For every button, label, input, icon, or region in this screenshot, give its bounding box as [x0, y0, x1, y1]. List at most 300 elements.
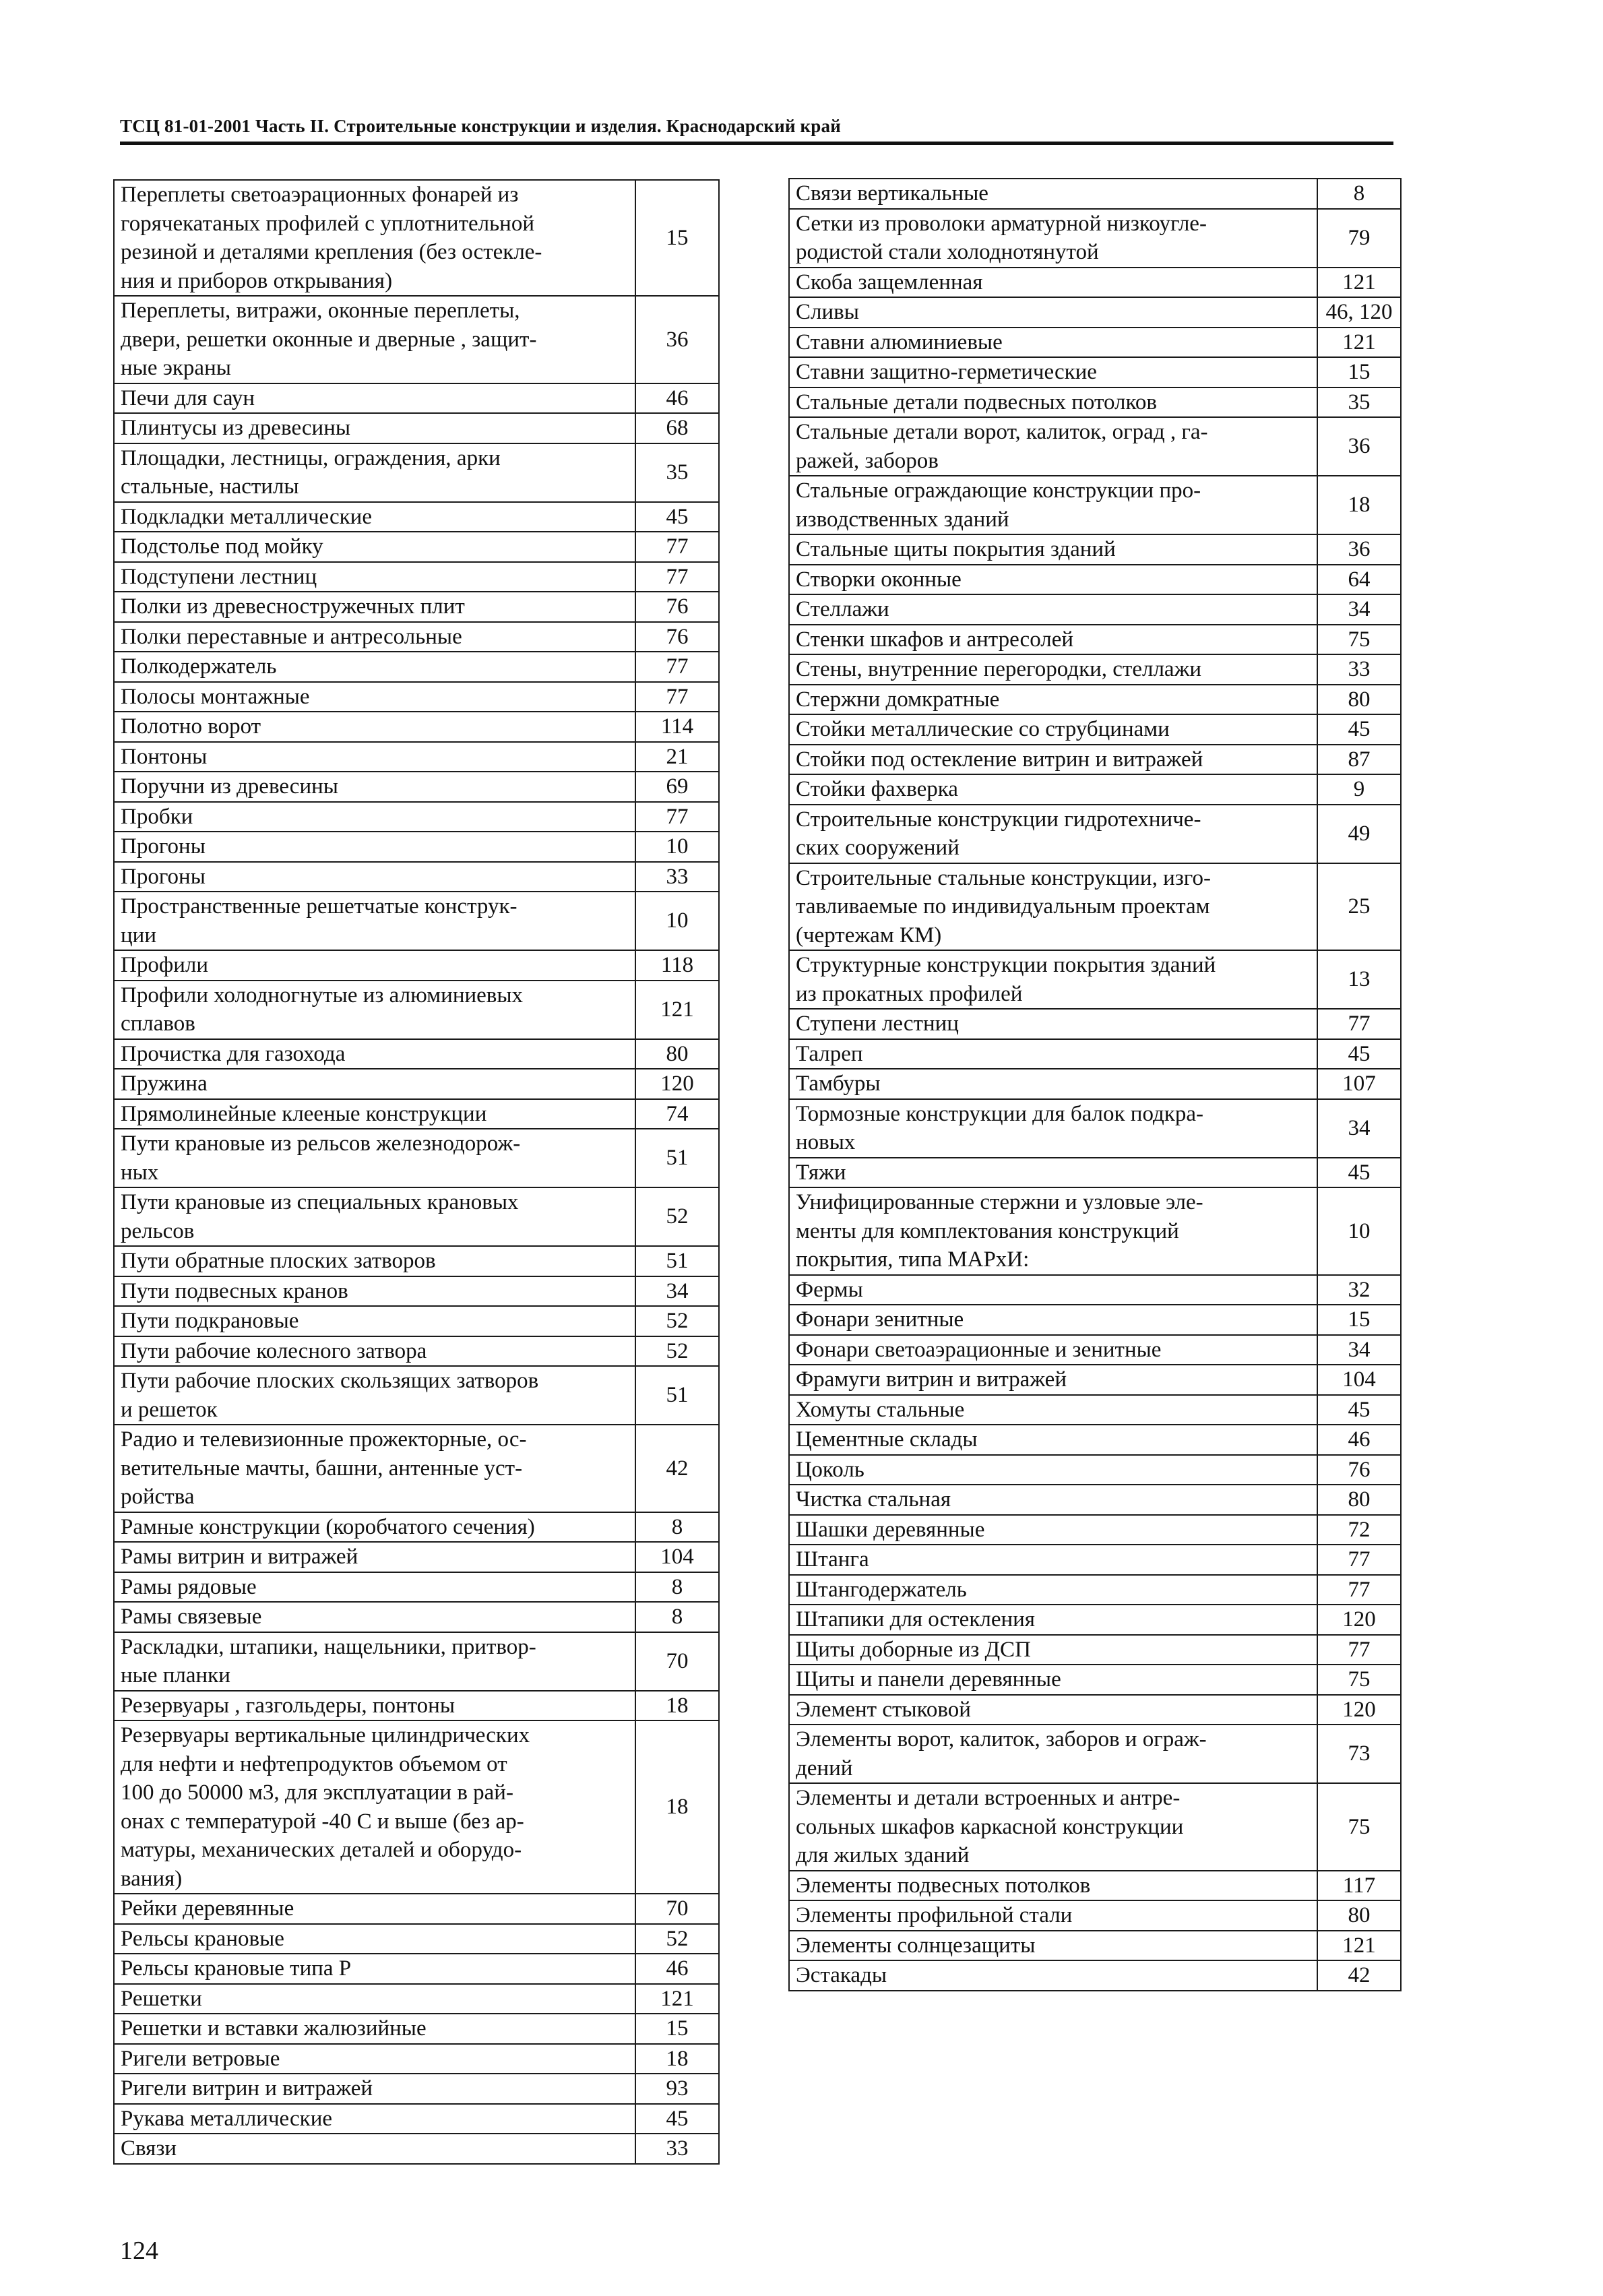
- index-term: [789, 1365, 1317, 1395]
- index-term-line: Прямолинейные клееные конструкции: [121, 1101, 487, 1126]
- index-page-ref: 77: [635, 802, 719, 832]
- index-row: [114, 413, 719, 443]
- index-term-line: Резервуары , газгольдеры, понтоны: [121, 1693, 455, 1718]
- index-row: [789, 805, 1401, 863]
- index-term: [114, 2074, 635, 2104]
- index-term-line: Стойки металлические со струбцинами: [796, 717, 1170, 741]
- index-term-line: Створки оконные: [796, 567, 962, 592]
- index-term: [789, 1695, 1317, 1725]
- index-term: [789, 1960, 1317, 1991]
- index-page-ref: 52: [635, 1336, 719, 1367]
- index-page-ref: 77: [1317, 1635, 1401, 1665]
- index-term: [789, 1725, 1317, 1783]
- index-term: [114, 180, 635, 296]
- index-page-ref: 52: [635, 1924, 719, 1954]
- index-row: [114, 981, 719, 1039]
- index-page-ref: 46, 120: [1317, 297, 1401, 328]
- index-table-right-body: [789, 179, 1401, 1991]
- index-term-line: ные планки: [121, 1663, 230, 1687]
- index-term-line: Полкодержатель: [121, 654, 277, 679]
- index-row: [789, 625, 1401, 655]
- index-term: [789, 1275, 1317, 1305]
- index-term: [114, 1129, 635, 1187]
- index-page-ref: 77: [635, 652, 719, 682]
- index-term: [789, 1455, 1317, 1485]
- index-term-line: Пути рабочие плоских скользящих затворов: [121, 1369, 539, 1393]
- index-term: [789, 1425, 1317, 1455]
- index-term-line: (чертежам КМ): [796, 923, 942, 948]
- index-term-line: Пути крановые из специальных крановых: [121, 1190, 519, 1214]
- index-page-ref: 118: [635, 950, 719, 981]
- index-term-line: Тормозные конструкции для балок подкра-: [796, 1101, 1203, 1126]
- index-page-ref: 76: [635, 592, 719, 622]
- index-row: [114, 832, 719, 862]
- index-term-line: Решетки и вставки жалюзийные: [121, 2016, 427, 2041]
- index-page-ref: 25: [1317, 863, 1401, 951]
- index-term: [789, 1575, 1317, 1605]
- index-table-right: [788, 178, 1402, 1991]
- index-term-line: Строительные конструкции гидротехниче-: [796, 807, 1201, 832]
- index-term: [789, 1335, 1317, 1365]
- index-term-line: онах с температурой -40 С и выше (без ар-: [121, 1809, 524, 1834]
- index-term-line: Цоколь: [796, 1457, 865, 1482]
- index-page-ref: 120: [1317, 1695, 1401, 1725]
- index-term-line: Элементы солнцезащиты: [796, 1933, 1036, 1958]
- index-page-ref: 15: [635, 2014, 719, 2044]
- index-row: [114, 1366, 719, 1425]
- index-term-line: Штангодержатель: [796, 1577, 967, 1602]
- index-term-line: Стеллажи: [796, 597, 889, 621]
- index-page-ref: 77: [635, 562, 719, 592]
- index-term: [114, 1425, 635, 1512]
- index-term: [789, 774, 1317, 805]
- index-page-ref: 104: [635, 1542, 719, 1572]
- index-term-line: Радио и телевизионные прожекторные, ос-: [121, 1427, 527, 1452]
- index-page-ref: 9: [1317, 774, 1401, 805]
- index-page-ref: 46: [635, 383, 719, 414]
- index-term: [114, 1954, 635, 1984]
- index-row: [789, 387, 1401, 418]
- index-row: [789, 714, 1401, 745]
- index-row: [114, 622, 719, 652]
- index-row: [789, 1900, 1401, 1931]
- index-term-line: Пути обратные плоских затворов: [121, 1249, 436, 1273]
- index-page-ref: 45: [1317, 714, 1401, 745]
- index-term: [114, 1069, 635, 1099]
- index-page-ref: 18: [635, 2044, 719, 2074]
- index-term: [789, 1158, 1317, 1188]
- index-term-line: Подстолье под мойку: [121, 534, 323, 559]
- index-page-ref: 36: [1317, 417, 1401, 476]
- index-term: [789, 328, 1317, 358]
- index-term-line: Плинтусы из древесины: [121, 416, 351, 440]
- index-page-ref: 120: [635, 1069, 719, 1099]
- index-page-ref: 36: [1317, 534, 1401, 565]
- index-row: [789, 1305, 1401, 1335]
- index-term: [789, 1783, 1317, 1871]
- index-page-ref: 8: [635, 1602, 719, 1632]
- index-term: [114, 1306, 635, 1336]
- index-term-line: Цементные склады: [796, 1427, 978, 1452]
- index-term: [789, 1515, 1317, 1545]
- index-page-ref: 75: [1317, 1665, 1401, 1695]
- index-row: [789, 1365, 1401, 1395]
- index-term: [114, 772, 635, 802]
- index-row: [789, 476, 1401, 534]
- index-term: [789, 745, 1317, 775]
- index-term: [789, 1039, 1317, 1069]
- index-term-line: Тамбуры: [796, 1072, 881, 1096]
- index-term: [114, 832, 635, 862]
- index-term: [789, 805, 1317, 863]
- index-row: [789, 1545, 1401, 1575]
- index-page-ref: 10: [635, 832, 719, 862]
- index-row: [789, 1099, 1401, 1158]
- index-row: [114, 1602, 719, 1632]
- index-page-ref: 87: [1317, 745, 1401, 775]
- index-term-line: Ставни защитно-герметические: [796, 360, 1097, 384]
- index-term-line: покрытия, типа МАРхИ:: [796, 1247, 1030, 1272]
- index-term-line: ных: [121, 1160, 159, 1185]
- index-term: [114, 1246, 635, 1276]
- index-term: [789, 1485, 1317, 1515]
- index-page-ref: 77: [635, 682, 719, 712]
- index-page-ref: 18: [635, 1691, 719, 1721]
- index-term-line: Резервуары вертикальные цилиндрических: [121, 1723, 530, 1747]
- index-page-ref: 93: [635, 2074, 719, 2104]
- index-row: [789, 1039, 1401, 1069]
- index-page-ref: 77: [1317, 1009, 1401, 1039]
- index-row: [789, 1575, 1401, 1605]
- index-term-line: Пути подвесных кранов: [121, 1278, 348, 1303]
- index-term-line: Фонари светоаэрационные и зенитные: [796, 1337, 1162, 1362]
- index-row: [789, 1485, 1401, 1515]
- index-term-line: из прокатных профилей: [796, 981, 1023, 1006]
- index-page-ref: 121: [1317, 268, 1401, 298]
- index-term: [114, 652, 635, 682]
- index-term-line: Рукава металлические: [121, 2106, 333, 2131]
- index-term-line: Переплеты светоаэрационных фонарей из: [121, 183, 519, 207]
- index-term-line: Связи: [121, 2136, 177, 2161]
- index-row: [789, 328, 1401, 358]
- index-row: [114, 862, 719, 892]
- index-term: [789, 1187, 1317, 1275]
- index-term-line: Поручни из древесины: [121, 774, 338, 799]
- index-term-line: Профили холодногнутые из алюминиевых: [121, 983, 524, 1007]
- index-row: [789, 594, 1401, 625]
- index-term-line: горячекатаных профилей с уплотнительной: [121, 211, 534, 236]
- index-term-line: новых: [796, 1130, 856, 1154]
- index-term: [789, 1931, 1317, 1961]
- page-number: 124: [120, 2237, 158, 2265]
- index-term-line: двери, решетки оконные и дверные , защит-: [121, 327, 537, 352]
- index-term: [789, 654, 1317, 685]
- index-term: [114, 1512, 635, 1543]
- index-page-ref: 45: [635, 502, 719, 532]
- index-page-ref: 42: [1317, 1960, 1401, 1991]
- index-row: [114, 1984, 719, 2014]
- index-term: [789, 1900, 1317, 1931]
- index-row: [789, 268, 1401, 298]
- index-term: [114, 802, 635, 832]
- index-page-ref: 104: [1317, 1365, 1401, 1395]
- index-row: [114, 562, 719, 592]
- index-term-line: Стенки шкафов и антресолей: [796, 627, 1074, 652]
- index-term-line: Ригели витрин и витражей: [121, 2076, 373, 2101]
- index-term-line: Штапики для остекления: [796, 1607, 1035, 1632]
- index-row: [789, 1695, 1401, 1725]
- index-term: [114, 981, 635, 1039]
- index-row: [114, 2104, 719, 2134]
- index-term: [789, 714, 1317, 745]
- index-term: [789, 1605, 1317, 1635]
- index-page-ref: 121: [635, 981, 719, 1039]
- index-term-line: Щиты доборные из ДСП: [796, 1637, 1031, 1662]
- index-page-ref: 34: [1317, 1335, 1401, 1365]
- index-row: [114, 1129, 719, 1187]
- index-page-ref: 33: [1317, 654, 1401, 685]
- index-page-ref: 33: [635, 862, 719, 892]
- index-term: [114, 383, 635, 414]
- index-table-left-body: [114, 180, 719, 2164]
- index-term-line: Рамы витрин и витражей: [121, 1545, 358, 1569]
- index-term-line: Фрамуги витрин и витражей: [796, 1367, 1067, 1392]
- index-page-ref: 80: [1317, 685, 1401, 715]
- index-term-line: Сетки из проволоки арматурной низкоугле-: [796, 211, 1207, 236]
- index-term: [114, 592, 635, 622]
- index-term-line: Прогоны: [121, 864, 206, 889]
- index-term: [789, 565, 1317, 595]
- index-term: [114, 562, 635, 592]
- index-page-ref: 73: [1317, 1725, 1401, 1783]
- index-term-line: Ставни алюминиевые: [796, 330, 1003, 354]
- index-term-line: матуры, механических деталей и оборудо-: [121, 1838, 522, 1862]
- index-term-line: Элементы подвесных потолков: [796, 1873, 1091, 1898]
- index-term: [789, 950, 1317, 1009]
- index-term-line: Пути подкрановые: [121, 1309, 299, 1333]
- index-page-ref: 45: [635, 2104, 719, 2134]
- index-term-line: Элементы и детали встроенных и антре-: [796, 1786, 1181, 1810]
- index-term-line: ветительные мачты, башни, антенные уст-: [121, 1456, 523, 1481]
- index-term: [114, 742, 635, 772]
- index-row: [789, 863, 1401, 951]
- index-term: [114, 1366, 635, 1425]
- index-row: [114, 2014, 719, 2044]
- index-page-ref: 77: [1317, 1575, 1401, 1605]
- index-term: [114, 950, 635, 981]
- index-term-line: Рамы рядовые: [121, 1574, 257, 1599]
- index-page-ref: 45: [1317, 1395, 1401, 1425]
- index-page-ref: 15: [1317, 357, 1401, 387]
- index-term-line: Пробки: [121, 804, 193, 829]
- index-row: [789, 357, 1401, 387]
- index-page-ref: 13: [1317, 950, 1401, 1009]
- index-term-line: Рамы связевые: [121, 1605, 262, 1629]
- index-term: [789, 1009, 1317, 1039]
- index-term-line: тавливаемые по индивидуальным проектам: [796, 894, 1210, 919]
- index-term-line: Штанга: [796, 1547, 869, 1572]
- index-term-line: Полки переставные и антресольные: [121, 624, 462, 649]
- index-page-ref: 32: [1317, 1275, 1401, 1305]
- index-term-line: Рейки деревянные: [121, 1896, 294, 1921]
- index-term: [114, 1691, 635, 1721]
- index-row: [114, 296, 719, 383]
- running-header: ТСЦ 81-01-2001 Часть II. Строительные конструкции и изделия. Краснодарский край: [120, 116, 841, 136]
- index-page-ref: 8: [635, 1572, 719, 1603]
- index-term: [114, 1720, 635, 1894]
- index-term-line: Пути крановые из рельсов железнодорож-: [121, 1131, 521, 1156]
- index-row: [114, 1542, 719, 1572]
- index-row: [114, 1720, 719, 1894]
- index-page-ref: 121: [1317, 328, 1401, 358]
- index-page-ref: 35: [635, 443, 719, 502]
- index-page-ref: 8: [1317, 179, 1401, 209]
- index-row: [789, 774, 1401, 805]
- index-term: [789, 625, 1317, 655]
- index-row: [789, 417, 1401, 476]
- index-term-line: Пути рабочие колесного затвора: [121, 1338, 427, 1363]
- index-term-line: Эстакады: [796, 1963, 887, 1987]
- index-row: [789, 654, 1401, 685]
- index-term-line: Стальные ограждающие конструкции про-: [796, 478, 1201, 503]
- index-term: [114, 2104, 635, 2134]
- index-term: [789, 594, 1317, 625]
- index-term-line: ских сооружений: [796, 836, 960, 860]
- index-row: [789, 1871, 1401, 1901]
- index-row: [114, 1099, 719, 1129]
- index-page-ref: 36: [635, 296, 719, 383]
- index-term-line: вания): [121, 1866, 183, 1891]
- index-term: [114, 622, 635, 652]
- index-term-line: Полки из древесностружечных плит: [121, 594, 465, 619]
- index-term: [114, 1894, 635, 1924]
- index-page-ref: 76: [1317, 1455, 1401, 1485]
- index-term: [114, 1602, 635, 1632]
- index-row: [789, 1931, 1401, 1961]
- index-term-line: Строительные стальные конструкции, изго-: [796, 865, 1211, 890]
- index-term-line: Фермы: [796, 1277, 863, 1302]
- index-row: [114, 652, 719, 682]
- index-term-line: Прочистка для газохода: [121, 1041, 346, 1066]
- index-term-line: рельсов: [121, 1218, 195, 1243]
- index-term-line: Сливы: [796, 300, 859, 324]
- index-term-line: Пружина: [121, 1072, 208, 1096]
- index-term: [789, 417, 1317, 476]
- index-term: [789, 476, 1317, 534]
- index-term: [114, 413, 635, 443]
- index-page-ref: 72: [1317, 1515, 1401, 1545]
- index-term-line: Профили: [121, 953, 209, 977]
- index-term-line: Стержни домкратные: [796, 687, 1000, 712]
- index-page-ref: 52: [635, 1306, 719, 1336]
- index-page-ref: 42: [635, 1425, 719, 1512]
- index-term: [789, 297, 1317, 328]
- index-page-ref: 21: [635, 742, 719, 772]
- index-page-ref: 76: [635, 622, 719, 652]
- index-row: [114, 383, 719, 414]
- index-term-line: Щиты и панели деревянные: [796, 1667, 1061, 1692]
- index-term-line: Талреп: [796, 1041, 863, 1066]
- index-page-ref: 10: [1317, 1187, 1401, 1275]
- index-term-line: и решеток: [121, 1397, 218, 1422]
- index-term-line: Рельсы крановые: [121, 1926, 284, 1951]
- index-row: [114, 802, 719, 832]
- index-row: [789, 1395, 1401, 1425]
- index-term: [789, 357, 1317, 387]
- index-row: [114, 1069, 719, 1099]
- index-page-ref: 15: [1317, 1305, 1401, 1335]
- index-row: [789, 1069, 1401, 1099]
- index-page-ref: 46: [1317, 1425, 1401, 1455]
- index-term-line: Фонари зенитные: [796, 1307, 964, 1332]
- index-term: [789, 179, 1317, 209]
- index-row: [114, 1306, 719, 1336]
- index-term-line: сольных шкафов каркасной конструкции: [796, 1814, 1184, 1839]
- index-page-ref: 80: [1317, 1900, 1401, 1931]
- index-term: [114, 712, 635, 742]
- index-term: [114, 862, 635, 892]
- index-term-line: Структурные конструкции покрытия зданий: [796, 953, 1216, 977]
- index-page-ref: 107: [1317, 1069, 1401, 1099]
- index-term-line: Понтоны: [121, 744, 208, 769]
- index-term-line: Тяжи: [796, 1160, 846, 1185]
- index-term: [789, 685, 1317, 715]
- index-term-line: Стены, внутренние перегородки, стеллажи: [796, 657, 1202, 681]
- index-term: [114, 2134, 635, 2164]
- index-term: [789, 1099, 1317, 1158]
- index-row: [114, 2134, 719, 2164]
- index-row: [789, 1725, 1401, 1783]
- index-row: [789, 1187, 1401, 1275]
- index-term-line: Стойки фахверка: [796, 777, 958, 801]
- index-term: [114, 1542, 635, 1572]
- index-term: [789, 1545, 1317, 1575]
- index-term-line: резиной и деталями крепления (без остекле-: [121, 240, 542, 264]
- index-row: [789, 1455, 1401, 1485]
- index-term-line: Элементы ворот, калиток, заборов и ограж-: [796, 1727, 1207, 1751]
- index-row: [114, 950, 719, 981]
- index-term: [789, 863, 1317, 951]
- index-page-ref: 33: [635, 2134, 719, 2164]
- index-row: [114, 1632, 719, 1691]
- index-row: [114, 180, 719, 296]
- index-term: [114, 682, 635, 712]
- index-term-line: Подступени лестниц: [121, 564, 317, 589]
- index-row: [789, 950, 1401, 1009]
- index-term-line: Пространственные решетчатые конструк-: [121, 894, 517, 919]
- index-page-ref: 45: [1317, 1039, 1401, 1069]
- index-term-line: Печи для саун: [121, 385, 255, 410]
- index-term: [114, 1276, 635, 1307]
- index-page-ref: 77: [1317, 1545, 1401, 1575]
- index-term-line: Унифицированные стержни и узловые эле-: [796, 1190, 1203, 1214]
- index-row: [114, 892, 719, 950]
- index-term-line: ройства: [121, 1485, 195, 1509]
- index-term: [114, 2044, 635, 2074]
- index-term-line: Ступени лестниц: [796, 1012, 959, 1036]
- index-page-ref: 121: [635, 1984, 719, 2014]
- index-term-line: менты для комплектования конструкций: [796, 1218, 1179, 1243]
- index-term-line: Прогоны: [121, 834, 206, 859]
- index-term-line: Связи вертикальные: [796, 181, 988, 206]
- index-term: [789, 1871, 1317, 1901]
- index-term-line: ния и приборов открывания): [121, 268, 393, 293]
- index-term-line: Чистка стальная: [796, 1487, 951, 1512]
- index-page-ref: 8: [635, 1512, 719, 1543]
- index-row: [789, 745, 1401, 775]
- index-page-ref: 69: [635, 772, 719, 802]
- index-term-line: ции: [121, 923, 156, 948]
